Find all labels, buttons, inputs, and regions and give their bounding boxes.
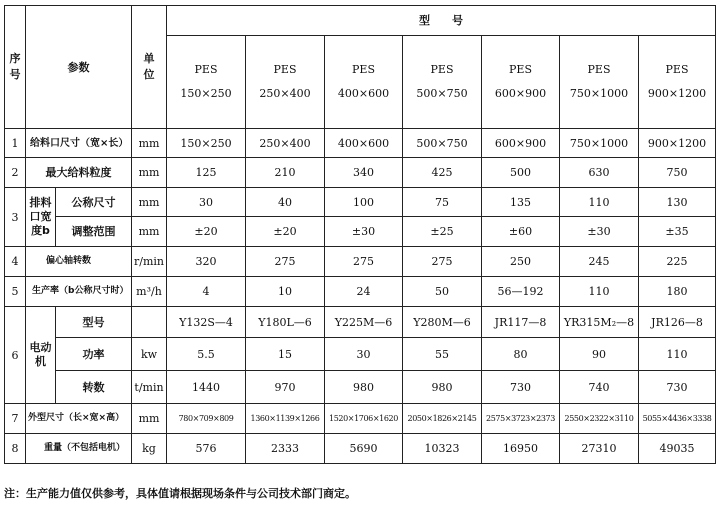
cell: 135 [482,188,560,217]
cell: ±30 [560,217,639,247]
cell: 50 [403,277,482,307]
row-unit: mm [132,217,167,247]
row-unit: t/min [132,371,167,404]
cell: 5.5 [167,338,246,371]
model-name: PES [194,63,218,76]
cell: ±20 [246,217,325,247]
header-model-cell [482,36,560,129]
row-unit: r/min [132,247,167,277]
cell: 4 [167,277,246,307]
cell: ±60 [482,217,560,247]
footnote: 注：生产能力值仅供参考，具体值请根据现场条件与公司技术部门商定。 [4,487,356,500]
cell: 1360×1139×1266 [246,404,325,434]
row-no: 2 [5,158,26,188]
row-unit: kw [132,338,167,371]
header-model-group: 型 号 [167,6,716,36]
cell: 1520×1706×1620 [325,404,403,434]
row-unit: mm [132,188,167,217]
header-param: 参数 [26,6,132,129]
cell: 110 [639,338,716,371]
table-row [5,247,716,277]
cell: 150×250 [167,129,246,158]
table-row [5,338,716,371]
model-size: 150×250 [180,87,232,100]
cell: 15 [246,338,325,371]
cell: 400×600 [325,129,403,158]
row-param: 生产率（b公称尺寸时） [26,277,132,307]
cell: 30 [167,188,246,217]
row-unit: m³/h [132,277,167,307]
row-no: 6 [5,307,26,404]
cell: 275 [246,247,325,277]
row-unit: kg [132,434,167,464]
row-no: 3 [5,188,26,247]
cell: 56—192 [482,277,560,307]
row-param: 重量（不包括电机） [26,434,132,464]
model-name: PES [665,63,689,76]
row-param: 公称尺寸 [56,188,132,217]
table-row [5,158,716,188]
row-param: 偏心轴转数 [26,247,132,277]
spec-table-container [4,5,715,481]
cell: 2550×2322×3110 [560,404,639,434]
cell: 16950 [482,434,560,464]
model-name: PES [352,63,375,76]
table-row [5,404,716,434]
row-group [26,307,56,404]
cell: 30 [325,338,403,371]
cell: Y132S—4 [167,307,246,338]
row-unit: mm [132,129,167,158]
cell: 24 [325,277,403,307]
cell: 730 [639,371,716,404]
model-size: 750×1000 [569,87,629,100]
cell: 970 [246,371,325,404]
header-model-cell [167,36,246,129]
cell: 980 [403,371,482,404]
row-group-label: 排料口宽度b [29,196,52,237]
cell: 49035 [639,434,716,464]
cell: 2050×1826×2145 [403,404,482,434]
cell: 250×400 [246,129,325,158]
table-row [5,371,716,404]
header-model-cell [325,36,403,129]
header-model-cell [639,36,716,129]
spec-table [4,5,716,464]
table-row [5,307,716,338]
cell: 180 [639,277,716,307]
row-param: 转数 [56,371,132,404]
cell: Y180L—6 [246,307,325,338]
cell: 730 [482,371,560,404]
row-param: 外型尺寸（长×宽×高） [26,404,132,434]
row-param: 功率 [56,338,132,371]
cell: 27310 [560,434,639,464]
cell: 750×1000 [560,129,639,158]
table-row [5,129,716,158]
model-size: 600×900 [494,87,547,100]
cell: 55 [403,338,482,371]
cell: ±30 [325,217,403,247]
cell: 500 [482,158,560,188]
cell: 110 [560,188,639,217]
cell: 10323 [403,434,482,464]
cell: 100 [325,188,403,217]
model-size: 250×400 [259,87,311,100]
cell: 740 [560,371,639,404]
cell: 780×709×809 [167,404,246,434]
cell: JR117—8 [482,307,560,338]
model-name: PES [273,63,297,76]
cell: 275 [403,247,482,277]
cell: 2333 [246,434,325,464]
cell: 80 [482,338,560,371]
row-no: 1 [5,129,26,158]
model-name: PES [509,63,532,76]
row-param: 调整范围 [56,217,132,247]
cell: 750 [639,158,716,188]
header-model-cell [560,36,639,129]
row-unit: mm [132,158,167,188]
cell: 125 [167,158,246,188]
header-model-cell [246,36,325,129]
table-row [5,434,716,464]
row-no: 4 [5,247,26,277]
cell: 90 [560,338,639,371]
cell: 900×1200 [639,129,716,158]
cell: 75 [403,188,482,217]
table-row [5,277,716,307]
cell: 320 [167,247,246,277]
cell: 425 [403,158,482,188]
header-index [5,6,26,129]
row-no: 8 [5,434,26,464]
cell: 210 [246,158,325,188]
row-unit: mm [132,404,167,434]
cell: ±20 [167,217,246,247]
model-size: 400×600 [337,87,390,100]
row-param: 型号 [56,307,132,338]
table-row [5,217,716,247]
cell: ±25 [403,217,482,247]
cell: Y225M—6 [325,307,403,338]
header-unit [132,6,167,129]
cell: ±35 [639,217,716,247]
cell: 576 [167,434,246,464]
cell: 110 [560,277,639,307]
row-no: 5 [5,277,26,307]
row-no: 7 [5,404,26,434]
cell: 600×900 [482,129,560,158]
cell: 980 [325,371,403,404]
row-group-label: 电动机 [29,341,52,368]
cell: 250 [482,247,560,277]
table-row [5,188,716,217]
header-unit-label: 单位 [143,52,155,81]
cell: 1440 [167,371,246,404]
cell: 10 [246,277,325,307]
cell: 245 [560,247,639,277]
row-param: 给料口尺寸（宽×长） [26,129,132,158]
cell: 500×750 [403,129,482,158]
cell: Y280M—6 [403,307,482,338]
row-group [26,188,56,247]
header-index-label: 序号 [9,52,21,81]
cell: 2575×3723×2373 [482,404,560,434]
model-size: 900×1200 [647,87,707,100]
cell: YR315M₂—8 [560,307,639,338]
cell: 275 [325,247,403,277]
cell: 340 [325,158,403,188]
model-name: PES [587,63,611,76]
cell: 5690 [325,434,403,464]
cell: 630 [560,158,639,188]
row-unit [132,307,167,338]
cell: 5055×4436×3338 [639,404,716,434]
cell: 40 [246,188,325,217]
row-param: 最大给料粒度 [26,158,132,188]
cell: 130 [639,188,716,217]
model-size: 500×750 [416,87,468,100]
cell: JR126—8 [639,307,716,338]
model-name: PES [430,63,454,76]
header-model-cell [403,36,482,129]
cell: 225 [639,247,716,277]
